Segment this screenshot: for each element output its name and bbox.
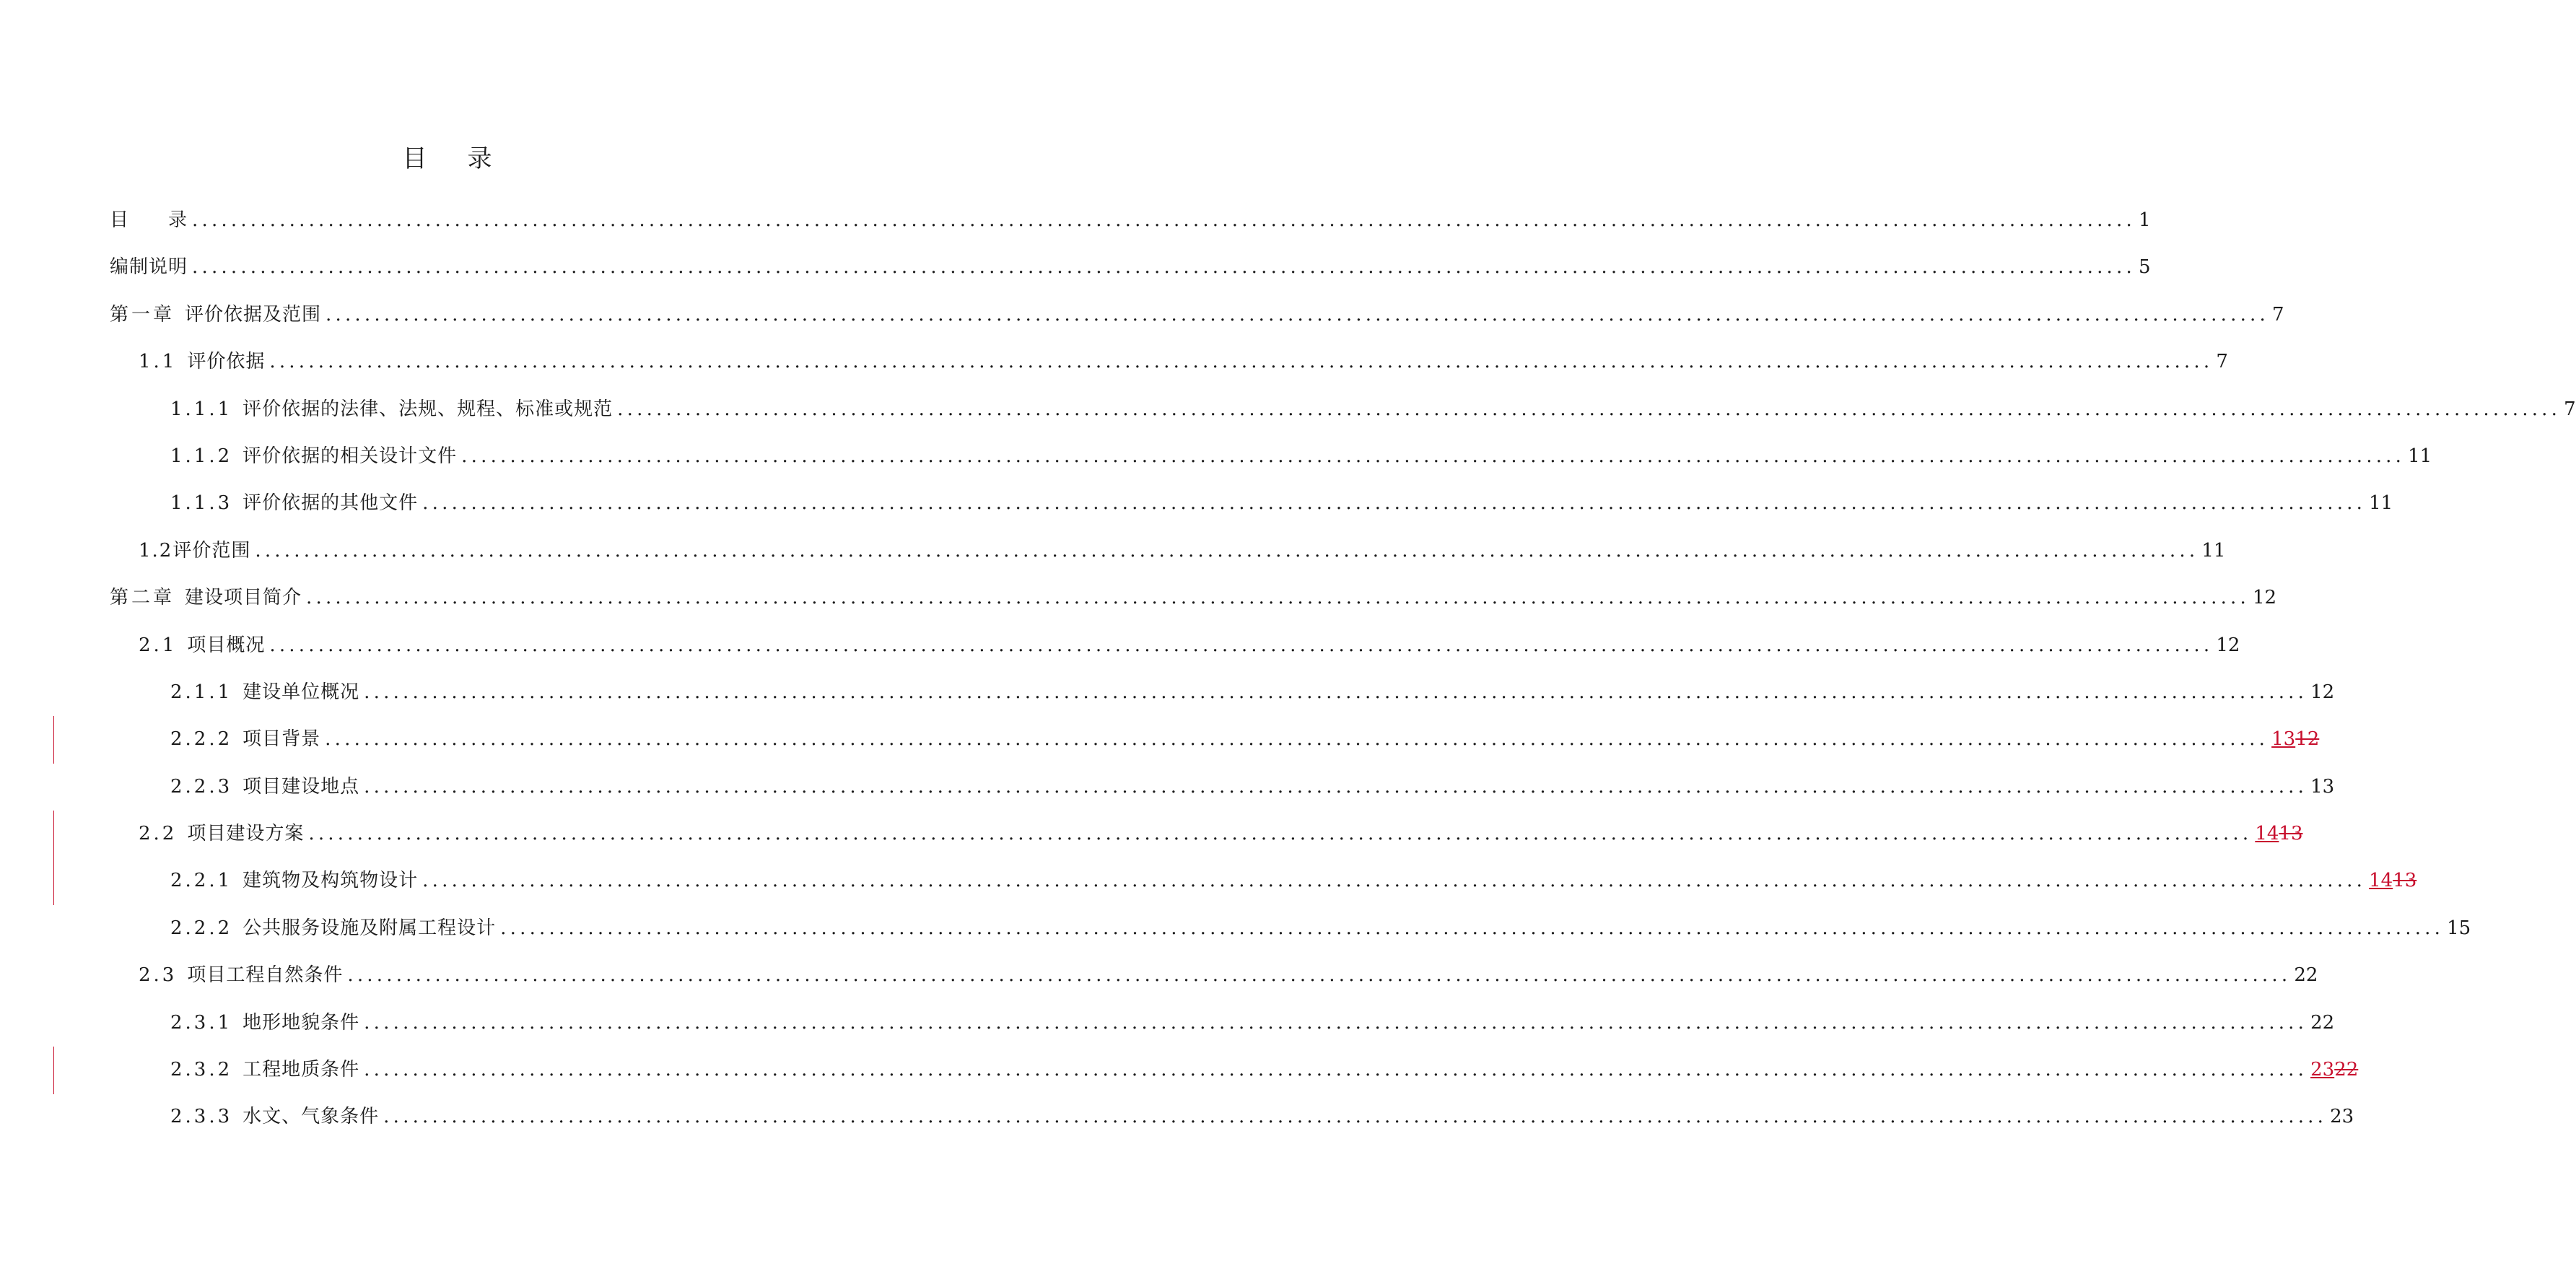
toc-entry[interactable] [110, 1057, 2359, 1104]
toc-entry[interactable] [110, 349, 2228, 396]
inserted-page-number: 13 [2271, 728, 2296, 751]
toc-entry-title: 目 录 [110, 209, 188, 231]
toc-entry[interactable] [110, 396, 2576, 443]
toc-entry-title: 评价依据 [187, 351, 266, 373]
toc-entry[interactable] [110, 302, 2284, 349]
toc-page-number [2255, 821, 2302, 847]
toc-entry-number: 2.3.1 [170, 1011, 233, 1034]
toc-entry-number: 1.1.1 [170, 398, 233, 420]
toc-page-number: 7 [2564, 398, 2576, 420]
toc-leader-dots: ........................................................................................................................................................................................................ [364, 681, 2308, 703]
page-title-part1: 目 [402, 144, 429, 173]
toc-entry[interactable] [110, 726, 2320, 773]
toc-entry[interactable] [110, 679, 2335, 726]
toc-entry-title: 项目工程自然条件 [187, 964, 344, 987]
page-title [0, 141, 896, 177]
toc-entry-number: 2.3.3 [170, 1106, 233, 1128]
toc-entry[interactable] [110, 585, 2277, 632]
toc-entry[interactable] [110, 962, 2318, 1009]
inserted-page-number: 14 [2255, 823, 2279, 845]
toc-entry-number: 2.3 [139, 964, 178, 987]
toc-entry[interactable] [110, 538, 2226, 585]
toc-leader-dots: ........................................................................................................................................................................................................ [269, 351, 2214, 373]
toc-entry-title: 建设项目简介 [185, 587, 302, 609]
toc-entry-title: 建筑物及构筑物设计 [243, 870, 419, 892]
toc-page-number: 13 [2310, 775, 2335, 798]
toc-page-number: 22 [2294, 964, 2318, 987]
toc-entry-number: 2.2 [139, 823, 178, 845]
toc-entry-title: 工程地质条件 [243, 1059, 360, 1081]
toc-entry[interactable] [110, 1104, 2354, 1151]
toc-page-number: 1 [2138, 209, 2151, 231]
toc-entry[interactable] [110, 254, 2151, 301]
toc-entry-title: 项目建设地点 [243, 775, 360, 798]
toc-leader-dots: ........................................................................................................................................................................................................ [461, 445, 2406, 467]
toc-entry[interactable] [110, 774, 2335, 821]
toc-leader-dots: ........................................................................................................................................................................................................ [364, 1011, 2308, 1034]
toc-leader-dots: ........................................................................................................................................................................................................ [364, 1059, 2308, 1081]
toc-page-number: 11 [2369, 492, 2393, 515]
toc-leader-dots: ........................................................................................................................................................................................................ [347, 964, 2292, 987]
toc-entry-number: 2.1 [139, 634, 178, 656]
toc-entry-number: 2.2.2 [170, 728, 233, 751]
toc-entry-title: 评价范围 [173, 539, 251, 562]
revision-change-bar [53, 811, 54, 857]
toc-entry[interactable] [110, 207, 2151, 254]
deleted-page-number: 13 [2279, 823, 2303, 845]
toc-entry-title: 项目建设方案 [187, 823, 305, 845]
toc-entry[interactable] [110, 490, 2393, 537]
toc-page-number: 12 [2216, 634, 2240, 656]
toc-page-number: 11 [2408, 445, 2432, 467]
toc-entry-number: 1.1.2 [170, 445, 233, 467]
toc-leader-dots: ........................................................................................................................................................................................................ [422, 870, 2367, 892]
toc-entry-title: 评价依据的法律、法规、规程、标准或规范 [243, 398, 614, 420]
toc-entry[interactable] [110, 632, 2240, 679]
toc-entry-number: 2.1.1 [170, 681, 233, 703]
toc-entry-title: 评价依据的其他文件 [243, 492, 419, 515]
toc-entry[interactable] [110, 915, 2471, 962]
toc-page-number: 7 [2216, 351, 2228, 373]
toc-entry-number: 第二章 [110, 587, 175, 609]
toc-entry-title: 评价依据的相关设计文件 [243, 445, 458, 467]
toc-leader-dots: ........................................................................................................................................................................................................ [325, 728, 2269, 751]
toc-page-number [2310, 1057, 2358, 1083]
toc-page-number [2271, 726, 2319, 752]
toc-entry-title: 项目背景 [243, 728, 321, 751]
toc-entry-title: 编制说明 [110, 256, 188, 279]
toc-page-number [2369, 868, 2416, 894]
toc-leader-dots: ........................................................................................................................................................................................................ [617, 398, 2562, 420]
toc-entry-number: 1.2 [139, 539, 173, 562]
toc-leader-dots: ........................................................................................................................................................................................................ [255, 539, 2199, 562]
toc-entry-number: 2.3.2 [170, 1059, 233, 1081]
revision-change-bar [53, 858, 54, 905]
toc-entry-title: 建设单位概况 [243, 681, 360, 703]
toc-leader-dots: ........................................................................................................................................................................................................ [306, 587, 2250, 609]
inserted-page-number: 14 [2369, 870, 2393, 892]
toc-page-number: 5 [2138, 256, 2151, 279]
table-of-contents [110, 207, 2576, 1151]
toc-entry-title: 水文、气象条件 [243, 1106, 380, 1128]
toc-leader-dots: ........................................................................................................................................................................................................ [308, 823, 2253, 845]
toc-page-number: 12 [2310, 681, 2335, 703]
toc-leader-dots: ........................................................................................................................................................................................................ [269, 634, 2214, 656]
toc-entry-title: 评价依据及范围 [185, 303, 322, 326]
toc-page-number: 7 [2271, 303, 2284, 326]
deleted-page-number: 12 [2295, 728, 2320, 751]
toc-entry[interactable] [110, 443, 2432, 490]
inserted-page-number: 23 [2310, 1059, 2335, 1081]
toc-entry-number: 1.1.3 [170, 492, 233, 515]
toc-page-number: 12 [2252, 587, 2277, 609]
toc-entry-title: 地形地貌条件 [243, 1011, 360, 1034]
toc-leader-dots: ........................................................................................................................................................................................................ [192, 256, 2136, 279]
toc-entry-title: 项目概况 [187, 634, 266, 656]
toc-entry[interactable] [110, 868, 2417, 914]
revision-change-bar [53, 716, 54, 763]
toc-entry[interactable] [110, 821, 2303, 868]
toc-leader-dots: ........................................................................................................................................................................................................ [326, 303, 2269, 326]
toc-leader-dots: ........................................................................................................................................................................................................ [422, 492, 2367, 515]
toc-leader-dots: ........................................................................................................................................................................................................ [383, 1106, 2328, 1128]
toc-leader-dots: ........................................................................................................................................................................................................ [364, 775, 2308, 798]
toc-page-number: 23 [2330, 1106, 2354, 1128]
toc-entry-number: 1.1 [139, 351, 178, 373]
toc-entry[interactable] [110, 1010, 2335, 1057]
revision-change-bar [53, 1047, 54, 1093]
deleted-page-number: 22 [2334, 1059, 2359, 1081]
toc-leader-dots: ........................................................................................................................................................................................................ [500, 917, 2445, 939]
toc-page-number: 11 [2201, 539, 2226, 562]
toc-entry-number: 2.2.1 [170, 870, 233, 892]
toc-entry-number: 第一章 [110, 303, 175, 326]
toc-page-number: 15 [2447, 917, 2471, 939]
toc-entry-title: 公共服务设施及附属工程设计 [243, 917, 497, 939]
toc-entry-number: 2.2.2 [170, 917, 233, 939]
deleted-page-number: 13 [2393, 870, 2417, 892]
toc-leader-dots: ........................................................................................................................................................................................................ [192, 209, 2136, 231]
toc-entry-number: 2.2.3 [170, 775, 233, 798]
page-title-part2: 录 [467, 144, 494, 173]
toc-page-number: 22 [2310, 1011, 2335, 1034]
